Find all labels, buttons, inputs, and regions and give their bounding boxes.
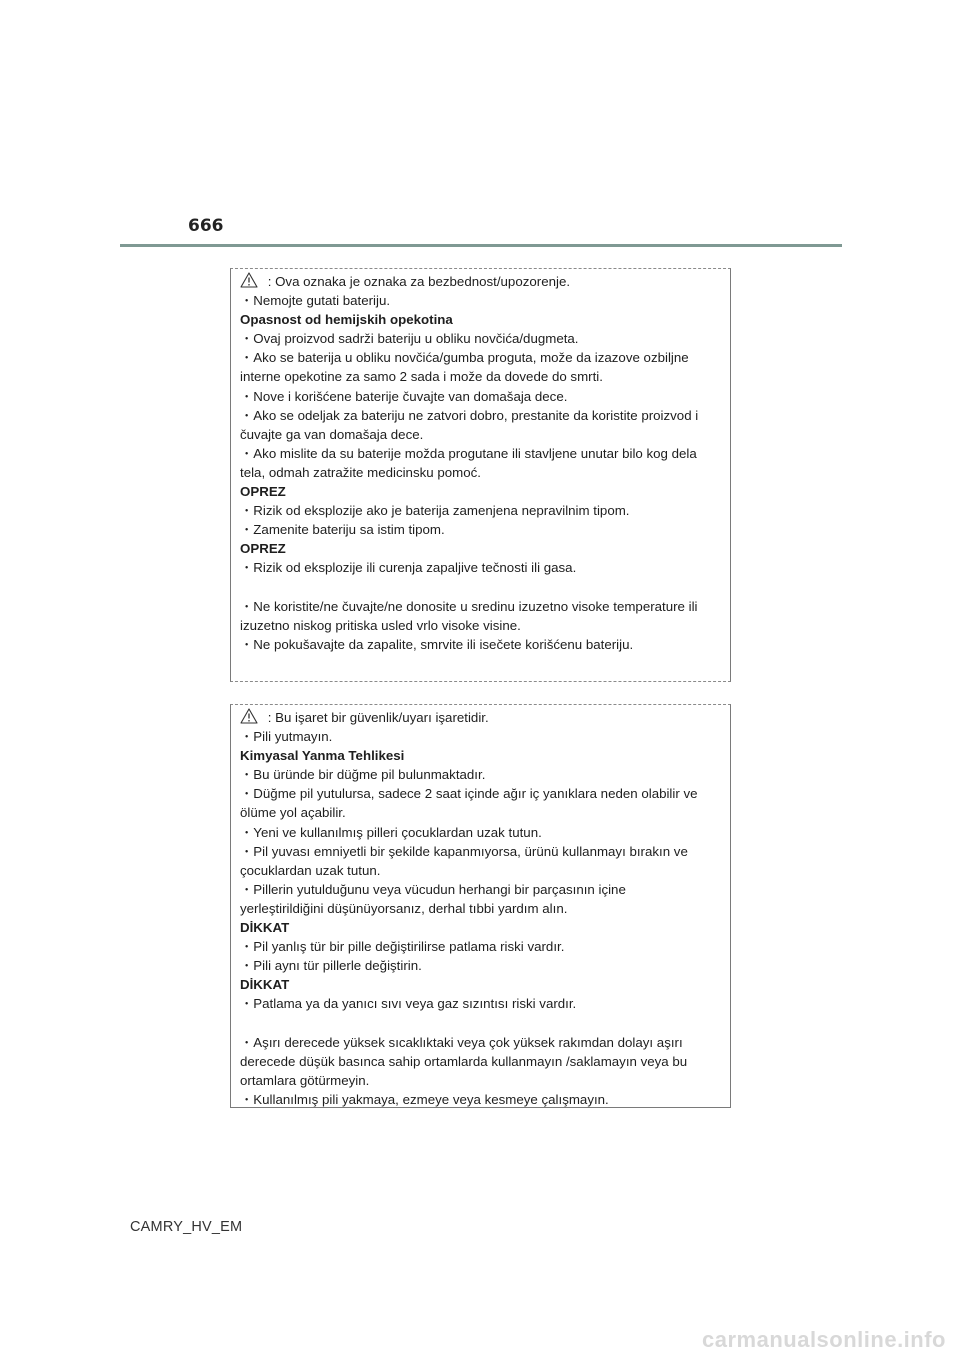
notice-line-text: ・Pil yuvası emniyetli bir şekilde kapanmıyorsa, ürünü kullanmayı bırakın ve <box>240 843 688 859</box>
notice-line <box>240 558 724 577</box>
warning-box-serbian-content <box>240 272 724 654</box>
notice-line-text: ・Ako se baterija u obliku novčića/gumba proguta, može da izazove ozbiljne <box>240 350 689 366</box>
notice-line-text: ・Ako mislite da su baterije možda progutane ili stavljene unutar bilo kog dela <box>240 445 697 461</box>
notice-line-text: ・Düğme pil yutulursa, sadece 2 saat içinde ağır iç yanıklara neden olabilir ve <box>240 786 698 802</box>
notice-line-text: ・Bu üründe bir düğme pil bulunmaktadır. <box>240 767 486 783</box>
notice-line-text: çocuklardan uzak tutun. <box>240 862 381 878</box>
warning-box-turkish <box>230 704 731 1108</box>
notice-line-text: ・Patlama ya da yanıcı sıvı veya gaz sızıntısı riski vardır. <box>240 996 577 1012</box>
notice-line-text: ortamlara götürmeyin. <box>240 1072 370 1088</box>
notice-line <box>240 635 724 654</box>
notice-line <box>240 520 724 539</box>
notice-line-text: OPREZ <box>240 541 286 557</box>
notice-line <box>240 765 724 784</box>
notice-heading <box>240 310 724 329</box>
notice-line <box>240 861 724 880</box>
notice-line-text: ・Pili aynı tür pillerle değiştirin. <box>240 958 422 974</box>
header-divider <box>120 244 842 247</box>
notice-line-text: : Ova oznaka je oznaka za bezbednost/upozorenje. <box>264 274 571 289</box>
warning-box-serbian <box>230 268 731 682</box>
notice-heading <box>240 482 724 501</box>
notice-line-text: ・Yeni ve kullanılmış pilleri çocuklardan uzak tutun. <box>240 824 542 840</box>
notice-line-text: ・Pillerin yutulduğunu veya vücudun herhangi bir parçasının içine <box>240 881 626 897</box>
notice-line-text: derecede düşük basınca sahip ortamlarda kullanmayın /saklamayın veya bu <box>240 1053 688 1069</box>
notice-heading <box>240 918 724 937</box>
notice-line-text: ölüme yol açabilir. <box>240 805 346 821</box>
notice-line-text: Opasnost od hemijskih opekotina <box>240 312 453 328</box>
notice-line <box>240 956 724 975</box>
notice-line <box>240 994 724 1013</box>
notice-heading <box>240 539 724 558</box>
notice-line <box>240 578 724 597</box>
notice-line <box>240 463 724 482</box>
notice-line-text: : Bu işaret bir güvenlik/uyarı işaretidir. <box>264 710 489 725</box>
notice-line <box>240 880 724 899</box>
notice-line-text: DİKKAT <box>240 920 290 936</box>
notice-line-text: ・Pili yutmayın. <box>240 729 333 745</box>
notice-line-text: ・Ne pokušavajte da zapalite, smrvite ili isečete korišćenu bateriju. <box>240 636 634 652</box>
notice-line-text: OPREZ <box>240 484 286 500</box>
notice-line <box>240 823 724 842</box>
warning-box-turkish-content <box>240 708 724 1109</box>
notice-line-text: ・Rizik od eksplozije ili curenja zapaljive tečnosti ili gasa. <box>240 560 577 576</box>
notice-line <box>240 406 724 425</box>
notice-line <box>240 899 724 918</box>
notice-line-text: ・Ne koristite/ne čuvajte/ne donosite u sredinu izuzetno visoke temperature ili <box>240 598 698 614</box>
notice-line <box>240 348 724 367</box>
notice-line <box>240 803 724 822</box>
notice-line <box>240 272 724 291</box>
notice-line-text: ・Ovaj proizvod sadrži bateriju u obliku novčića/dugmeta. <box>240 331 579 347</box>
notice-heading <box>240 975 724 994</box>
notice-line-text: ・Nemojte gutati bateriju. <box>240 293 391 309</box>
notice-line-text: yerleştirildiğini düşünüyorsanız, derhal tıbbi yardım alın. <box>240 900 568 916</box>
notice-line <box>240 1033 724 1052</box>
notice-line <box>240 387 724 406</box>
notice-line-text: ・Ako se odeljak za bateriju ne zatvori dobro, prestanite da koristite proizvod i <box>240 407 699 423</box>
notice-line <box>240 1090 724 1109</box>
notice-line <box>240 784 724 803</box>
notice-line-text: tela, odmah zatražite medicinsku pomoć. <box>240 464 481 480</box>
notice-heading <box>240 746 724 765</box>
notice-line-text: ・Kullanılmış pili yakmaya, ezmeye veya kesmeye çalışmayın. <box>240 1091 609 1107</box>
notice-line <box>240 367 724 386</box>
notice-line-text: ・Zamenite bateriju sa istim tipom. <box>240 522 445 538</box>
notice-line <box>240 329 724 348</box>
notice-line-text: ・Aşırı derecede yüksek sıcaklıktaki veya çok yüksek rakımdan dolayı aşırı <box>240 1034 683 1050</box>
notice-line <box>240 597 724 616</box>
notice-line <box>240 501 724 520</box>
notice-line <box>240 1052 724 1071</box>
notice-line <box>240 708 724 727</box>
warning-triangle-icon <box>240 708 258 724</box>
notice-line <box>240 937 724 956</box>
warning-triangle-icon <box>240 272 258 288</box>
notice-line-text: izuzetno niskog pritiska usled vrlo visoke visine. <box>240 617 521 633</box>
notice-line-text: Kimyasal Yanma Tehlikesi <box>240 748 405 764</box>
notice-line-text: ・Pil yanlış tür bir pille değiştirilirse patlama riski vardır. <box>240 939 565 955</box>
notice-line <box>240 727 724 746</box>
footer-model-code: CAMRY_HV_EM <box>130 1219 243 1235</box>
notice-line <box>240 425 724 444</box>
notice-line-text: ・Rizik od eksplozije ako je baterija zamenjena nepravilnim tipom. <box>240 503 630 519</box>
notice-line-text: interne opekotine za samo 2 sada i može da dovede do smrti. <box>240 369 603 385</box>
notice-line <box>240 444 724 463</box>
notice-line <box>240 842 724 861</box>
notice-line-text: čuvajte ga van domašaja dece. <box>240 426 424 442</box>
notice-line <box>240 1014 724 1033</box>
notice-line-text: ・Nove i korišćene baterije čuvajte van domašaja dece. <box>240 388 568 404</box>
page-number: 666 <box>188 216 224 236</box>
watermark: carmanualsonline.info <box>702 1327 946 1352</box>
notice-line <box>240 291 724 310</box>
notice-line <box>240 616 724 635</box>
notice-line <box>240 1071 724 1090</box>
notice-line-text: DİKKAT <box>240 977 290 993</box>
